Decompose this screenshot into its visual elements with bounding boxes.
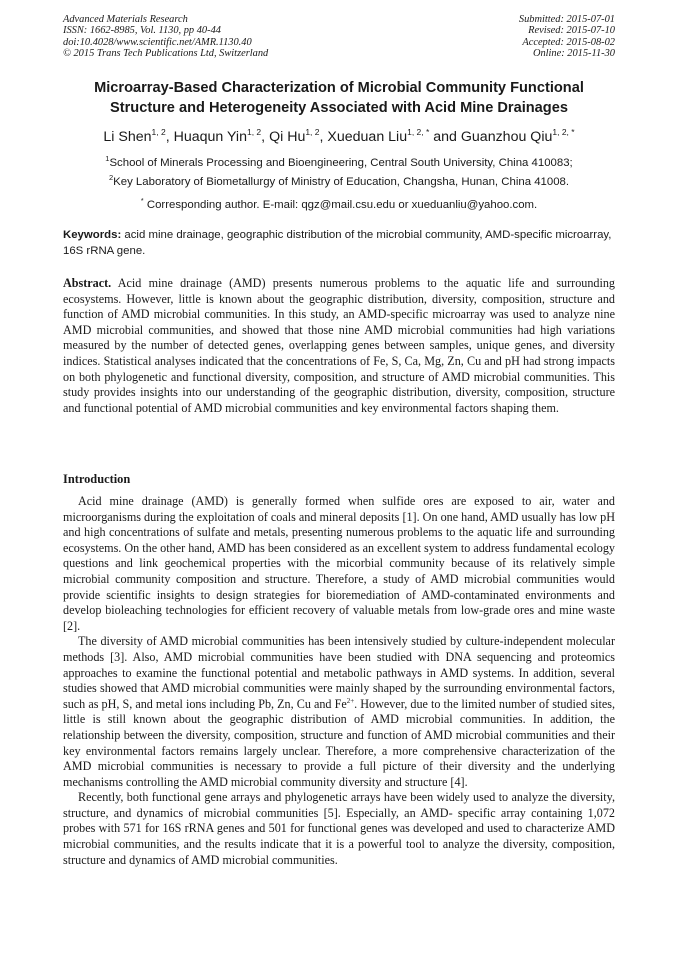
accepted-date: Accepted: 2015-08-02	[522, 36, 615, 48]
doi-line: doi:10.4028/www.scientific.net/AMR.1130.40	[63, 36, 252, 48]
dates-info	[519, 14, 615, 60]
intro-paragraph-2-part-b: . However, due to the limited number of studied sites, little is still known about the geographic distribution of AMD microbial communities. In addition, the relationship between the diversity, composition, structure and function of AMD microbial communities and their key environmental factors remains largely unclear. Therefore, a more comprehensive characterization of the AMD microbial communities is necessary to provide a full picture of their diversity and the underlying mechanisms controlling the AMD microbial community diversity and structure [4].	[63, 696, 615, 789]
corresponding-text: Corresponding author. E-mail: qgz@mail.csu.edu or xueduanliu@yahoo.com.	[143, 199, 538, 211]
revised-date: Revised: 2015-07-10	[528, 25, 615, 37]
keywords-text: acid mine drainage, geographic distribution of the microbial community, AMD-specific microarray, 16S rRNA gene.	[63, 229, 612, 257]
corresponding-author	[40, 194, 638, 212]
author-name: Li Shen	[103, 129, 152, 145]
issn-line: ISSN: 1662-8985, Vol. 1130, pp 40-44	[63, 25, 221, 37]
title-line-2: Structure and Heterogeneity Associated with Acid Mine Drainages	[110, 99, 568, 116]
copyright-line: © 2015 Trans Tech Publications Ltd, Switzerland	[63, 48, 269, 60]
author-affil-sup: 1, 2	[151, 127, 166, 137]
intro-paragraph-1: Acid mine drainage (AMD) is generally formed when sulfide ores are exposed to air, water and microorganisms during the exploitation of coals and mineral deposits [1]. On one hand, AMD usually has low pH and high concentrations of sulfate and metals, presenting numerous problems to the aquatic life and surrounding ecosystems. On the other hand, AMD has been considered as an excellent system to address fundamental ecology questions and link geochemical properties with the micorbial community because of its relatively simple microbial community composition and structure. Therefore, a study of AMD microbial communities would provide scientific insights to design strategies for bioremediation of AMD-contaminated environments and develop bioleaching technologies for efficient recovery of valuable metals from low-grade ores and mine waste [2].	[63, 494, 615, 633]
journal-info	[63, 14, 268, 60]
author-affil-sup: 1, 2, *	[552, 127, 575, 137]
affiliation-1-text: School of Minerals Processing and Bioengineering, Central South University, China 410083;	[109, 157, 573, 169]
author-affil-sup: 1, 2	[305, 127, 320, 137]
affiliation-2	[40, 171, 638, 189]
author-affil-sup: 1, 2, *	[407, 127, 430, 137]
keywords-label: Keywords:	[63, 229, 122, 241]
author-name: Qi Hu	[269, 129, 306, 145]
online-date: Online: 2015-11-30	[532, 48, 615, 60]
submitted-date: Submitted: 2015-07-01	[518, 14, 615, 25]
author-and: and	[429, 129, 461, 145]
affiliation-2-text: Key Laboratory of Biometallurgy of Ministry of Education, Changsha, Hunan, China 41008.	[113, 176, 570, 188]
intro-paragraph-2-part-a: The diversity of AMD microbial communities has been intensively studied by culture-independent molecular methods [3]. Also, AMD microbial communities have been studied with DNA sequencing and proteomics approaches to examine the functional potential and metabolic pathways in AMD systems. In addition, several studies showed that AMD microbial communities were mainly shaped by the surrounding environmental factors, such as pH, S, and metal ions including Pb, Zn, Cu and Fe	[63, 634, 615, 711]
author-name: Xueduan Liu	[327, 129, 408, 145]
intro-paragraph-3: Recently, both functional gene arrays and phylogenetic arrays have been widely used to analyze the diversity, structure, and dynamics of microbial communities [5]. Especially, an AMD- specific array containing 1,072 probes with 571 for 16S rRNA genes and 501 for functional genes was developed and used to characterize AMD microbial communities, and the results indicate that it is a powerful tool to analyze the diversity, composition, structure and dynamics of AMD microbial communities.	[63, 790, 615, 867]
affiliation-1-sup: 1	[105, 154, 110, 163]
abstract	[63, 276, 615, 416]
author-list	[40, 123, 638, 146]
paper-title	[40, 79, 638, 118]
abstract-text: Acid mine drainage (AMD) presents numerous problems to the aquatic life and surrounding ecosystems. However, little is known about the geographic distribution, diversity, composition, structure and function of AMD microbial communities. In this study, an AMD-specific microarray was used to analyze nine AMD microbial communities, and showed that those nine AMD microbial communities had high variations measured by the number of detected genes, overlapping genes between samples, unique genes, and diversity indices. Statistical analyses indicated that the concentrations of Fe, S, Ca, Mg, Zn, Cu and pH had strong impacts on both phylogenetic and functional diversity, composition, and structure of AMD microbial communities. This study provides insights into our understanding of the geographic distribution, diversity, composition, structure and functional potential of AMD microbial communities and key environmental factors shaping them.	[63, 276, 615, 415]
keywords	[63, 228, 615, 259]
affiliation-2-sup: 2	[108, 173, 114, 182]
intro-paragraph-2	[63, 634, 615, 790]
corresponding-sup: *	[140, 196, 144, 205]
introduction-body	[63, 494, 615, 868]
title-line-1: Microarray-Based Characterization of Microbial Community Functional	[94, 80, 584, 96]
journal-name: Advanced Materials Research	[63, 14, 188, 25]
section-heading-introduction: Introduction	[63, 472, 131, 486]
author-separator: ,	[165, 129, 174, 145]
author-separator: ,	[319, 129, 328, 145]
author-name: Huaqun Yin	[173, 129, 247, 145]
author-name: Guanzhou Qiu	[460, 129, 553, 145]
iron-charge-sup: 2+	[346, 696, 355, 705]
affiliation-1	[40, 152, 638, 170]
author-affil-sup: 1, 2	[246, 127, 262, 137]
author-separator: ,	[261, 129, 270, 145]
abstract-label: Abstract.	[63, 276, 112, 290]
